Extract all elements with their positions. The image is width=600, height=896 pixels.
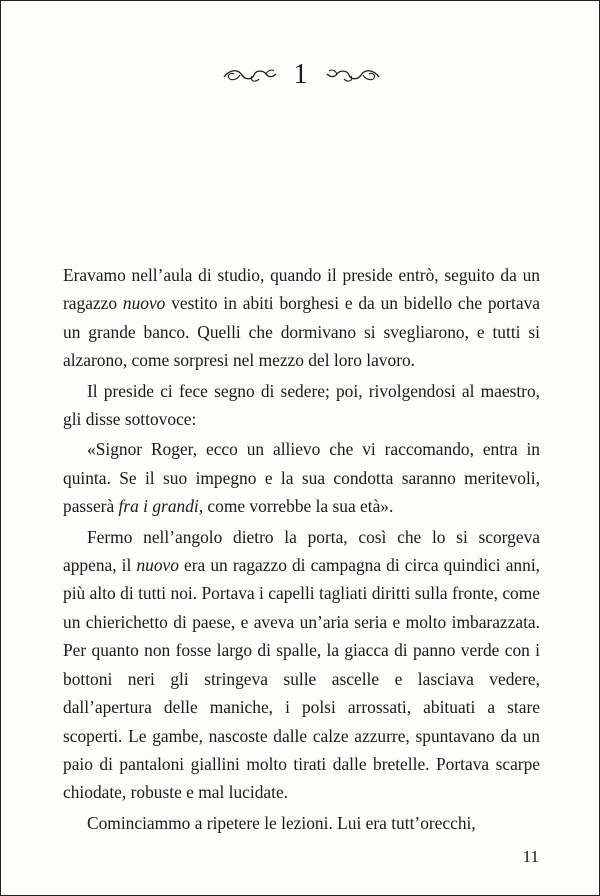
body-text — [63, 261, 540, 839]
italic-segment: fra i grandi — [118, 496, 199, 517]
italic-segment: nuovo — [136, 555, 179, 576]
text-segment: era un ragazzo di campagna di circa quindici anni, più alto di tutti noi. Portava i capelli tagliati diritti sulla fronte, come un chierichetto di paese, e aveva un’aria seria e molto imbarazzata. Per quanto non fosse largo di spalle, la giacca di panno verde con i bottoni neri gli stringeva sulle ascelle e lasciava vedere, dall’apertura delle maniche, i polsi arrossati, abituati a stare scoperti. Le gambe, nascoste dalle calze azzurre, spuntavano da un paio di pantaloni giallini molto tirati dalle bretelle. Portava scarpe chiodate, robuste e mal lucidate. — [63, 555, 540, 803]
text-segment: Cominciammo a ripetere le lezioni. Lui era tutt’orecchi, — [87, 812, 476, 833]
paragraph-2 — [63, 377, 540, 434]
chapter-heading — [1, 57, 600, 93]
text-segment: Il preside ci fece segno di sedere; poi, rivolgendosi al maestro, gli disse sottovoce: — [63, 380, 540, 430]
chapter-number: 1 — [293, 59, 309, 90]
paragraph-1 — [63, 261, 540, 375]
paragraph-5 — [63, 809, 540, 837]
italic-segment: nuovo — [122, 293, 166, 314]
text-segment: Fermo nell’angolo dietro la porta, così che lo si scorgeva appena, il — [63, 526, 540, 576]
text-segment: vestito in abiti borghesi e da un bidello che portava un grande banco. Quelli che dormivano si svegliarono, e tutti si alzarono, come sorpresi nel mezzo del loro lavoro. — [63, 293, 540, 371]
flourish-ornament-right-icon — [325, 64, 381, 86]
text-segment: Eravamo nell’aula di studio, quando il preside entrò, seguito da un ragazzo — [63, 265, 540, 314]
paragraph-4 — [63, 523, 540, 807]
paragraph-3 — [63, 435, 540, 520]
text-segment: «Signor Roger, ecco un allievo che vi raccomando, entra in quinta. Se il suo impegno e la sua condotta saranno meritevoli, passerà — [63, 439, 540, 517]
page-number: 11 — [522, 847, 539, 866]
flourish-ornament-left-icon — [222, 64, 278, 86]
text-segment: , come vorrebbe la sua età». — [198, 496, 394, 517]
